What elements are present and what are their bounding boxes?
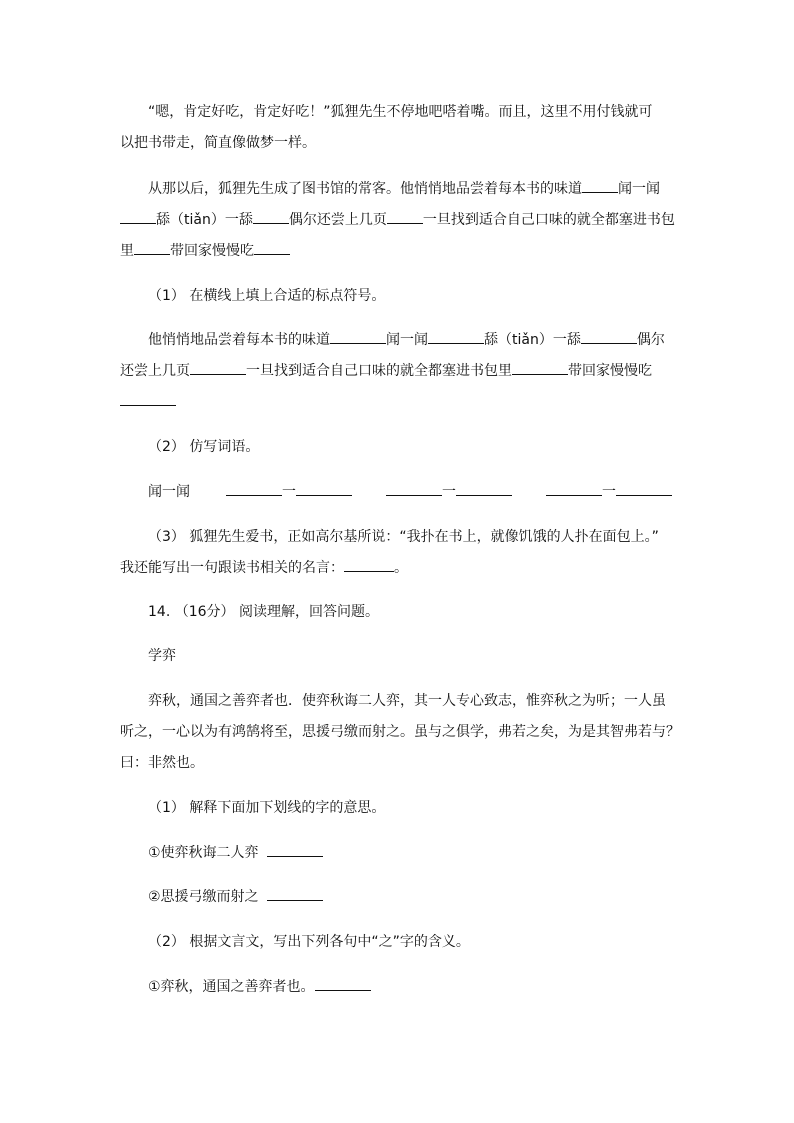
question-1-text-2b: 一旦找到适合自己口味的就全都塞进书包里 — [246, 363, 512, 379]
blank[interactable] — [616, 481, 672, 496]
passage-title — [148, 645, 176, 667]
question-2-number: （2） — [148, 439, 185, 455]
sub-question-1-prompt: 解释下面加下划线的字的意思。 — [189, 800, 386, 816]
paragraph-2-text-1: 从那以后，狐狸先生成了图书馆的常客。他悄悄地品尝着每本书的味道 — [148, 181, 582, 197]
blank[interactable] — [456, 481, 512, 496]
sub-question-1-item-a-text: ①使弈秋诲二人弈 — [148, 845, 259, 861]
sub-question-2-heading — [148, 931, 470, 953]
blank[interactable] — [582, 178, 618, 193]
sub-question-2-item-a-text: ①弈秋，通国之善弈者也。 — [148, 979, 315, 995]
question-3-text: 我还能写出一句跟读书相关的名言： — [120, 560, 344, 576]
question-1-text-1c: 舔（tiǎn）一舔 — [484, 332, 581, 348]
question-1-line-1 — [148, 329, 665, 351]
passage-line-1 — [148, 690, 666, 712]
sub-question-1-heading — [148, 797, 385, 819]
paragraph-1-text-1: “嗯，肯定好吃，肯定好吃！”狐狸先生不停地吧嗒着嘴。而且，这里不用付钱就可 — [148, 104, 653, 120]
blank[interactable] — [254, 240, 290, 255]
question-3-number: （3） — [148, 529, 185, 545]
sub-question-1-number: （1） — [148, 800, 185, 816]
period: 。 — [394, 560, 408, 576]
blank[interactable] — [315, 976, 371, 991]
blank[interactable] — [344, 557, 394, 572]
blank[interactable] — [512, 360, 568, 375]
question-14-heading — [148, 601, 379, 623]
paragraph-2-text-2b: 舔（tiǎn）一舔 — [156, 212, 253, 228]
paragraph-1-line-1 — [148, 101, 653, 123]
sub-question-2-prompt: 根据文言文，写出下列各句中“之”字的含义。 — [189, 934, 470, 950]
sub-question-2-number: （2） — [148, 934, 185, 950]
paragraph-2-text-1b: 闻一闻 — [618, 181, 660, 197]
paragraph-2-text-3a: 里 — [120, 243, 134, 259]
passage-text-3: 曰：非然也。 — [120, 755, 204, 771]
passage-line-3 — [120, 752, 204, 774]
question-3-prompt: 狐狸先生爱书，正如高尔基所说：“我扑在书上，就像饥饿的人扑在面包上。” — [189, 529, 659, 545]
question-1-heading — [148, 285, 385, 307]
blank[interactable] — [546, 481, 602, 496]
paragraph-2-text-2d: 一旦找到适合自己口味的就全都塞进书包 — [422, 212, 675, 228]
paragraph-2-line-1 — [148, 178, 660, 200]
blank[interactable] — [387, 209, 423, 224]
blank[interactable] — [330, 329, 386, 344]
blank[interactable] — [581, 329, 637, 344]
question-2-prompt: 仿写词语。 — [189, 439, 260, 455]
question-1-number: （1） — [148, 288, 185, 304]
paragraph-2-text-2c: 偶尔还尝上几页 — [288, 212, 387, 228]
question-1-line-2 — [120, 360, 652, 382]
paragraph-2-line-2 — [120, 209, 675, 231]
passage-title-text: 学弈 — [148, 648, 176, 664]
question-14-header: 14. （16分） 阅读理解，回答问题。 — [148, 604, 379, 620]
paragraph-2-line-3 — [120, 240, 290, 262]
question-2-answer-row — [148, 481, 672, 503]
question-1-text-1d: 偶尔 — [636, 332, 665, 348]
question-2-heading — [148, 436, 259, 458]
question-1-line-3 — [120, 391, 176, 413]
question-3-line-2 — [120, 557, 408, 579]
paragraph-2-text-3b: 带回家慢慢吃 — [170, 243, 254, 259]
dash: 一 — [602, 484, 616, 500]
blank[interactable] — [190, 360, 246, 375]
dash: 一 — [282, 484, 296, 500]
blank[interactable] — [120, 209, 156, 224]
blank[interactable] — [120, 391, 176, 406]
passage-text-1: 弈秋，通国之善弈者也．使弈秋诲二人弈，其一人专心致志，惟弈秋之为听；一人虽 — [148, 693, 666, 709]
sub-question-1-item-b-text: ②思援弓缴而射之 — [148, 889, 259, 905]
question-3-heading — [148, 526, 659, 548]
question-1-prompt: 在横线上填上合适的标点符号。 — [189, 288, 386, 304]
passage-line-2 — [120, 721, 680, 743]
blank[interactable] — [253, 209, 289, 224]
blank[interactable] — [267, 842, 323, 857]
paragraph-1-text-2: 以把书带走，简直像做梦一样。 — [120, 135, 316, 151]
paragraph-1-line-2 — [120, 132, 316, 154]
sub-question-1-item-b — [148, 886, 323, 908]
sub-question-1-item-a — [148, 842, 323, 864]
question-2-example: 闻一闻 — [148, 484, 190, 500]
question-1-text-1a: 他悄悄地品尝着每本书的味道 — [148, 332, 330, 348]
dash: 一 — [442, 484, 456, 500]
blank[interactable] — [226, 481, 282, 496]
question-1-text-2c: 带回家慢慢吃 — [568, 363, 652, 379]
blank[interactable] — [428, 329, 484, 344]
passage-text-2: 听之，一心以为有鸿鹄将至，思援弓缴而射之。虽与之俱学，弗若之矣，为是其智弗若与？ — [120, 724, 680, 740]
question-1-text-1b: 闻一闻 — [386, 332, 428, 348]
blank[interactable] — [386, 481, 442, 496]
blank[interactable] — [267, 886, 323, 901]
blank[interactable] — [296, 481, 352, 496]
question-1-text-2a: 还尝上几页 — [120, 363, 190, 379]
sub-question-2-item-a — [148, 976, 371, 998]
blank[interactable] — [134, 240, 170, 255]
